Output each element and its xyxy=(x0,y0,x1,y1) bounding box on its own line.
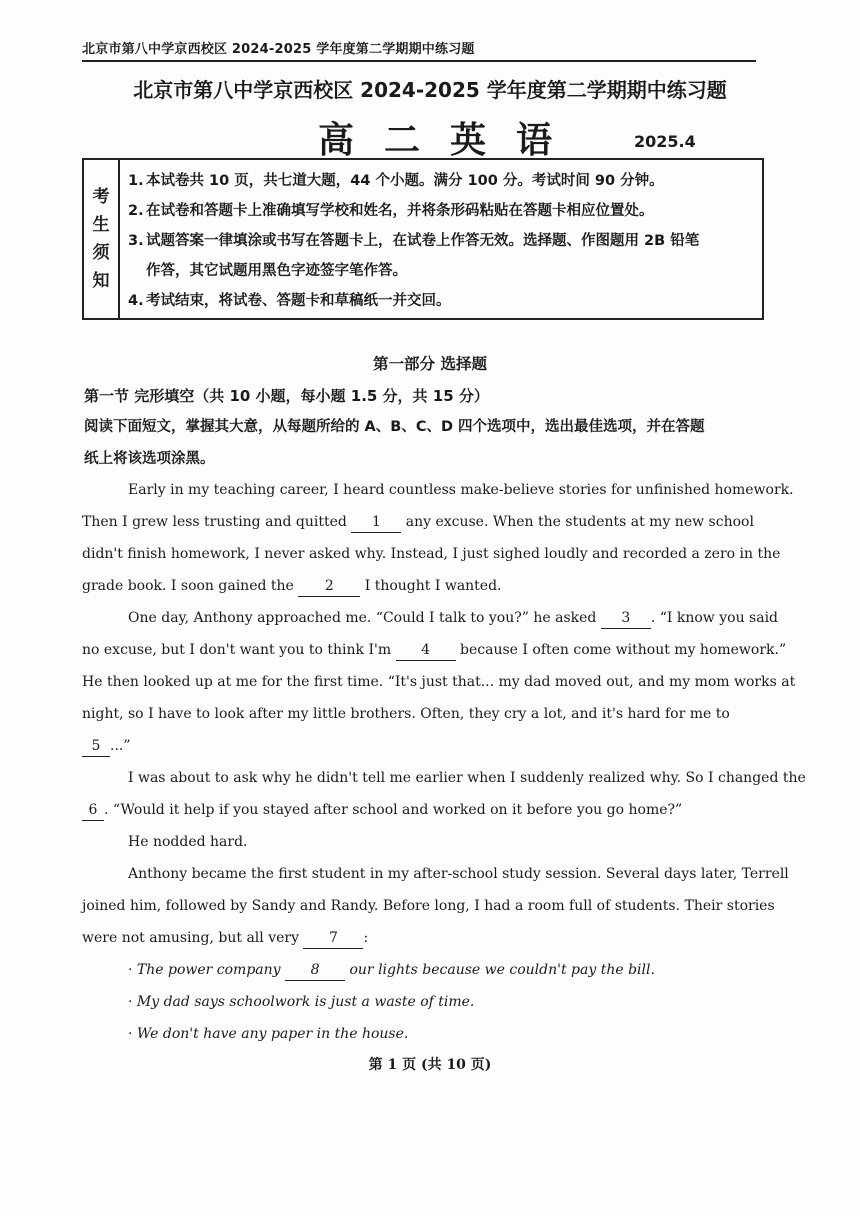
passage-line: joined him, followed by Sandy and Randy. Before long, I had a room full of students. Their stories xyxy=(82,898,775,914)
notice-item-text: 作答，其它试题用黑色字迹签字笔作答。 xyxy=(146,263,407,279)
passage-text: I thought I wanted. xyxy=(364,578,502,594)
instruction-line: 阅读下面短文，掌握其大意，从每题所给的 A、B、C、D 四个选项中，选出最佳选项，并在答题 xyxy=(84,419,705,435)
passage-text: our lights because we couldn't pay the bill. xyxy=(349,962,655,978)
part-title: 第一部分 选择题 xyxy=(373,355,487,373)
exam-date: 2025.4 xyxy=(634,132,696,151)
notice-item xyxy=(128,166,756,196)
notice-label xyxy=(84,160,120,318)
notice-label-char: 知 xyxy=(92,271,110,291)
notice-item-number: 4. xyxy=(128,293,144,309)
passage-line: He then looked up at me for the first time. “It's just that... my dad moved out, and my mom works at xyxy=(82,674,796,690)
notice-item-continuation xyxy=(128,256,756,286)
blank-3: 3 xyxy=(601,608,651,629)
passage-line xyxy=(82,922,762,954)
passage-line: He nodded hard. xyxy=(128,834,248,850)
passage-line xyxy=(82,954,762,986)
passage-line xyxy=(82,506,762,538)
passage-line xyxy=(82,730,762,762)
notice-item xyxy=(128,286,756,316)
notice-label-char: 须 xyxy=(92,243,110,263)
passage-line: Early in my teaching career, I heard countless make-believe stories for unfinished homework. xyxy=(128,482,794,498)
notice-item xyxy=(128,196,756,226)
passage-text: grade book. I soon gained the xyxy=(82,578,294,594)
section-title: 第一节 完形填空（共 10 小题，每小题 1.5 分，共 15 分） xyxy=(84,387,489,405)
blank-8: 8 xyxy=(285,960,345,981)
passage-line xyxy=(82,634,787,666)
notice-item-text: 试题答案一律填涂或书写在答题卡上，在试卷上作答无效。选择题、作图题用 2B 铅笔 xyxy=(146,233,700,249)
examinee-notice-box xyxy=(82,158,764,320)
passage-text: One day, Anthony approached me. “Could I talk to you?” he asked xyxy=(128,610,597,626)
passage-line xyxy=(82,794,762,826)
passage-line: · My dad says schoolwork is just a waste of time. xyxy=(128,994,475,1010)
passage-text: ...” xyxy=(110,738,131,754)
notice-items xyxy=(128,166,756,316)
notice-item xyxy=(128,226,756,256)
notice-item-number: 2. xyxy=(128,203,144,219)
document-title: 北京市第八中学京西校区 2024-2025 学年度第二学期期中练习题 xyxy=(133,78,727,102)
passage-text: because I often come without my homework.” xyxy=(460,642,787,658)
passage-text: were not amusing, but all very xyxy=(82,930,299,946)
passage-text: no excuse, but I don't want you to think I'm xyxy=(82,642,392,658)
running-header: 北京市第八中学京西校区 2024-2025 学年度第二学期期中练习题 xyxy=(82,38,756,62)
notice-label-char: 生 xyxy=(92,215,110,235)
passage-text: any excuse. When the students at my new school xyxy=(405,514,754,530)
passage-text: Then I grew less trusting and quitted xyxy=(82,514,347,530)
passage-text: . “I know you said xyxy=(650,610,779,626)
notice-item-number: 1. xyxy=(128,173,144,189)
blank-1: 1 xyxy=(351,512,401,533)
blank-6: 6 xyxy=(82,800,104,821)
notice-item-text: 本试卷共 10 页，共七道大题，44 个小题。满分 100 分。考试时间 90 分钟。 xyxy=(146,173,664,189)
subject-title: 高二英语 xyxy=(318,120,583,161)
page-number-footer: 第 1 页 (共 10 页) xyxy=(368,1057,492,1073)
notice-item-text: 在试卷和答题卡上准确填写学校和姓名，并将条形码粘贴在答题卡相应位置处。 xyxy=(146,203,654,219)
passage-text: : xyxy=(363,930,369,946)
cloze-passage xyxy=(82,474,806,1050)
passage-line: I was about to ask why he didn't tell me earlier when I suddenly realized why. So I changed the xyxy=(128,770,806,786)
passage-line: night, so I have to look after my little brothers. Often, they cry a lot, and it's hard for me to xyxy=(82,706,730,722)
passage-line: Anthony became the first student in my after-school study session. Several days later, Terrell xyxy=(128,866,789,882)
notice-label-char: 考 xyxy=(92,187,110,207)
passage-line: didn't finish homework, I never asked why. Instead, I just sighed loudly and recorded a zero in the xyxy=(82,546,781,562)
passage-line xyxy=(82,602,779,634)
passage-text: · The power company xyxy=(128,962,281,978)
instruction-line: 纸上将该选项涂黑。 xyxy=(84,451,215,467)
notice-item-number: 3. xyxy=(128,233,144,249)
passage-line: · We don't have any paper in the house. xyxy=(128,1026,409,1042)
passage-line xyxy=(82,570,762,602)
blank-4: 4 xyxy=(396,640,456,661)
passage-text: . “Would it help if you stayed after school and worked on it before you go home?” xyxy=(104,802,683,818)
blank-2: 2 xyxy=(298,576,360,597)
instructions xyxy=(84,411,760,475)
blank-5: 5 xyxy=(82,736,110,757)
blank-7: 7 xyxy=(303,928,363,949)
notice-item-text: 考试结束，将试卷、答题卡和草稿纸一并交回。 xyxy=(146,293,451,309)
